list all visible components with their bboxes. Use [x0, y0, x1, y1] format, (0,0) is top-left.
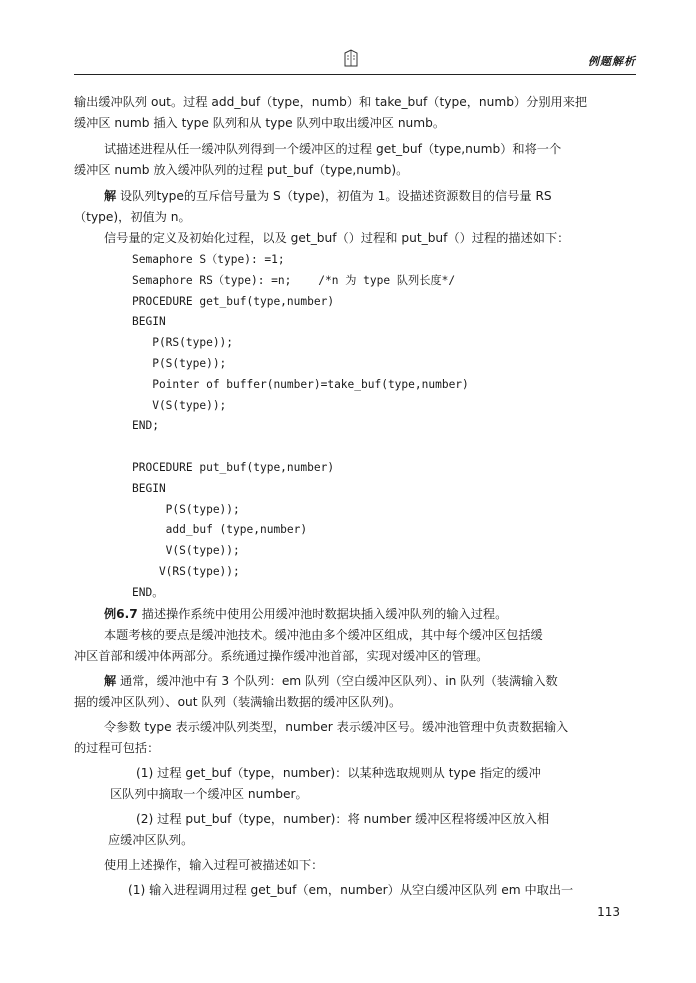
list-item-line: (2) 过程 put_buf（type，number)：将 number 缓冲区程将缓冲区放入相: [136, 811, 550, 826]
solution-text: 设队列type的互斥信号量为 S（type)，初值为 1。设描述资源数目的信号量 RS: [116, 189, 552, 203]
code-line: PROCEDURE get_buf(type,number): [132, 294, 335, 308]
page-number: 113: [597, 905, 620, 919]
code-block: [74, 250, 630, 604]
example-label: 例6.7: [104, 606, 138, 621]
code-line: PROCEDURE put_buf(type,number): [132, 460, 335, 474]
list-item-line: (1) 过程 get_buf（type，number)：以某种选取规则从 type 指定的缓冲: [136, 765, 541, 780]
paragraph-line: （type)，初值为 n。: [74, 210, 191, 224]
code-line: V(S(type));: [132, 544, 240, 558]
paragraph-line: 的过程可包括：: [74, 740, 160, 755]
code-line: P(RS(type));: [132, 336, 234, 350]
paragraph-line: 本题考核的要点是缓冲池技术。缓冲池由多个缓冲区组成，其中每个缓冲区包括缓: [104, 627, 543, 642]
code-line: Semaphore RS（type): =n; /*n 为 type 队列长度*/: [132, 273, 456, 287]
paragraph-line: 据的缓冲区队列）、out 队列（装满输出数据的缓冲区队列)。: [74, 694, 402, 709]
code-line: add_buf (type,number): [132, 523, 308, 537]
list-item-line: (1) 输入进程调用过程 get_buf（em，number）从空白缓冲区队列 em 中取出一: [128, 882, 574, 897]
paragraph-line: 使用上述操作，输入过程可被描述如下：: [104, 857, 324, 872]
code-line: BEGIN: [132, 315, 166, 329]
code-line: Pointer of buffer(number)=take_buf(type,number): [132, 377, 469, 391]
header-rule: [74, 74, 636, 75]
list-item-line: 区队列中摘取一个缓冲区 number。: [110, 786, 308, 801]
code-line: V(RS(type));: [132, 564, 240, 578]
code-line: END;: [132, 419, 159, 433]
code-line: P(S(type));: [132, 356, 227, 370]
code-line: BEGIN: [132, 481, 166, 495]
code-line: END。: [132, 585, 164, 599]
book-icon: [344, 49, 358, 67]
list-item-line: 应缓冲区队列。: [108, 832, 194, 847]
page-body: [74, 92, 630, 901]
code-line: V(S(type));: [132, 398, 227, 412]
code-line: P(S(type));: [132, 502, 240, 516]
section-title: 例题解析: [588, 55, 636, 68]
example-text: 描述操作系统中使用公用缓冲池时数据块插入缓冲队列的输入过程。: [137, 606, 508, 621]
paragraph-line: 缓冲区 numb 插入 type 队列和从 type 队列中取出缓冲区 numb。: [74, 116, 446, 130]
solution-label: 解: [104, 673, 117, 688]
code-line: Semaphore S（type): =1;: [132, 253, 285, 266]
paragraph-line: 冲区首部和缓冲体两部分。系统通过操作缓冲池首部，实现对缓冲区的管理。: [74, 648, 489, 663]
solution-line: [74, 186, 630, 207]
paragraph-line: 令参数 type 表示缓冲队列类型，number 表示缓冲区号。缓冲池管理中负责数据输入: [104, 719, 569, 734]
paragraph-line: 缓冲区 numb 放入缓冲队列的过程 put_buf（type,numb)。: [74, 163, 409, 177]
solution-line: [74, 671, 630, 692]
example-heading: [74, 604, 630, 625]
paragraph-line: 试描述进程从任一缓冲队列得到一个缓冲区的过程 get_buf（type,numb）和将一个: [104, 142, 562, 156]
paragraph-line: 输出缓冲队列 out。过程 add_buf（type，numb）和 take_buf（type，numb）分别用来把: [74, 95, 588, 109]
solution-label: 解: [104, 189, 117, 203]
paragraph-line: 信号量的定义及初始化过程，以及 get_buf（）过程和 put_buf（）过程的描述如下：: [104, 231, 570, 245]
solution-text: 通常，缓冲池中有 3 个队列：em 队列（空白缓冲区队列）、in 队列（装满输入数: [116, 673, 558, 688]
code-blank-line: [132, 437, 630, 458]
